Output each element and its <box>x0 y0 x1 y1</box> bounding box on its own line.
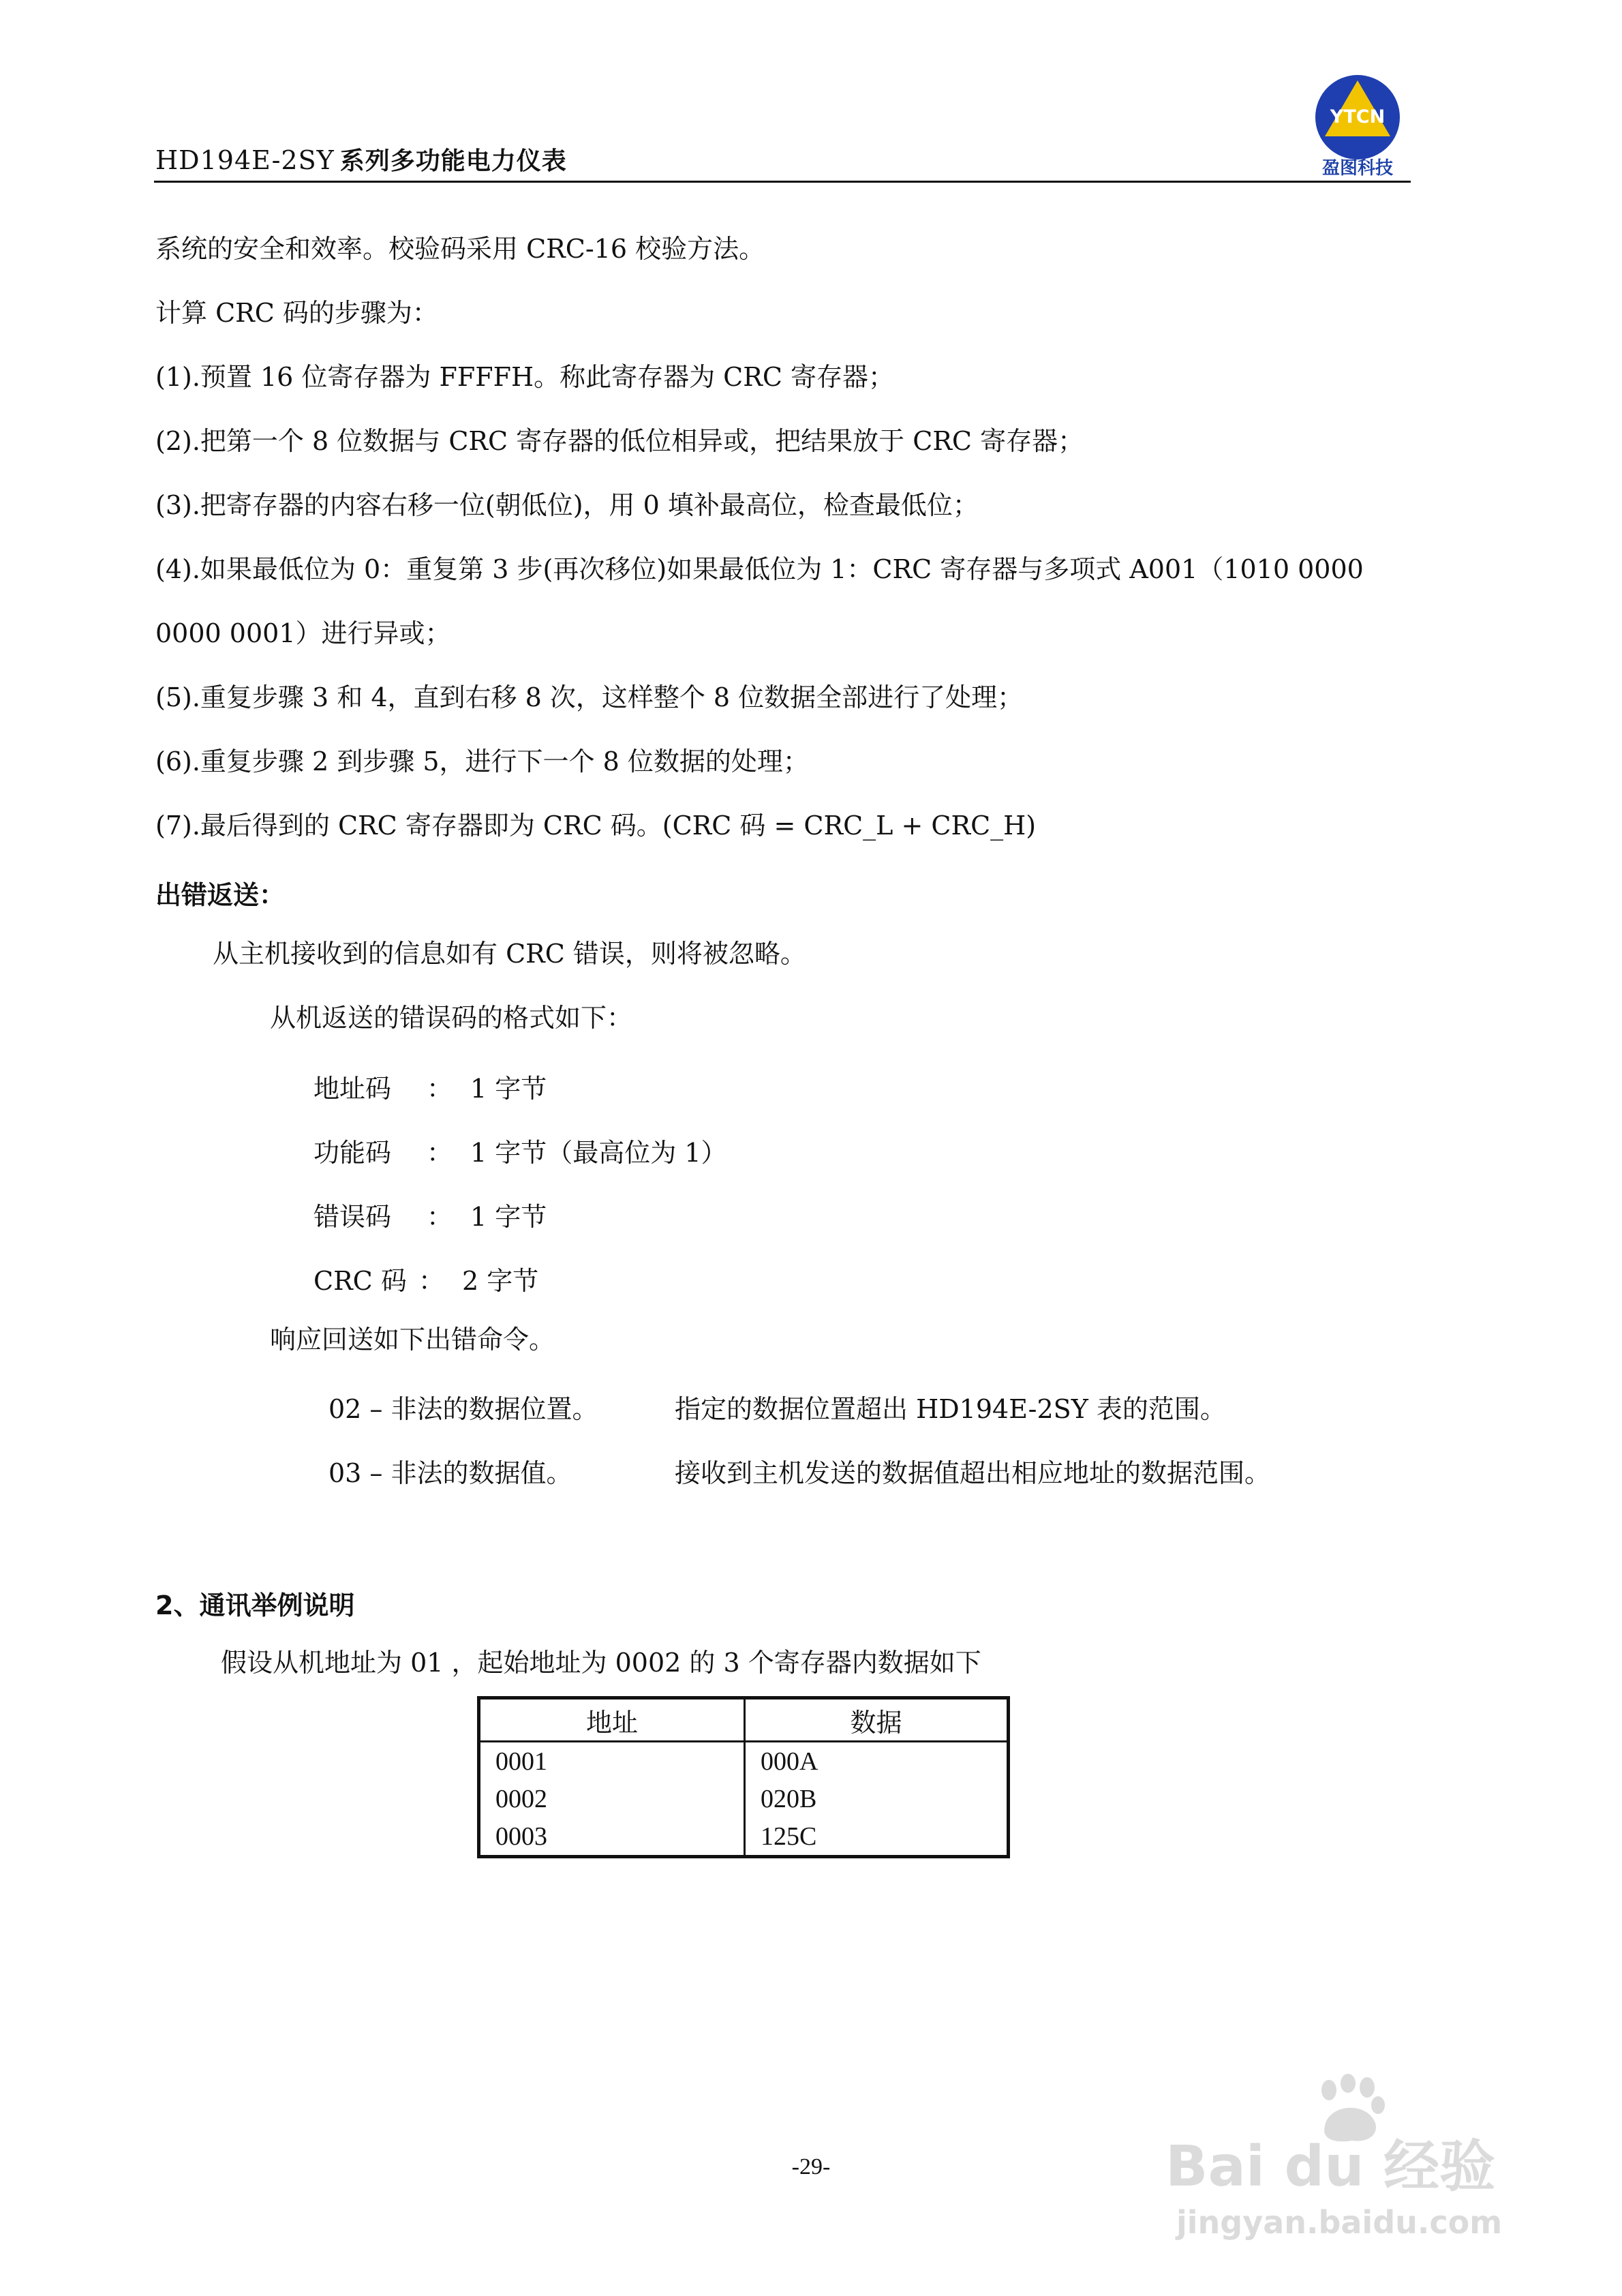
paragraph-line: 计算 CRC 码的步骤为： <box>155 298 438 328</box>
field-colon: ： <box>427 1202 453 1232</box>
error-return-intro: 从主机接收到的信息如有 CRC 错误，则将被忽略。 <box>213 939 806 969</box>
column-header-address: 地址 <box>479 1698 745 1742</box>
field-value: 2 字节 <box>462 1266 539 1296</box>
register-data-table <box>477 1696 1010 1858</box>
table-header-row <box>479 1698 1009 1742</box>
error-code-02: 02 – 非法的数据位置。 <box>328 1394 598 1424</box>
logo-text: YTCN <box>1330 106 1386 127</box>
section-2-intro: 假设从机地址为 01 ，起始地址为 0002 的 3 个寄存器内数据如下 <box>221 1648 981 1678</box>
field-colon: ： <box>427 1074 453 1104</box>
crc-step-3: (3).把寄存器的内容右移一位(朝低位)，用 0 填补最高位，检查最低位； <box>155 490 979 520</box>
address-cell: 0003 <box>479 1817 745 1857</box>
ytcn-logo <box>1314 74 1401 161</box>
crc-step-6: (6).重复步骤 2 到步骤 5，进行下一个 8 位数据的处理； <box>155 746 809 776</box>
watermark-brand: Bai du 经验 <box>1165 2134 1496 2199</box>
crc-step-4-continued: 0000 0001）进行异或； <box>155 618 451 648</box>
data-cell: 000A <box>761 1747 818 1776</box>
response-intro: 响应回送如下出错命令。 <box>270 1325 555 1355</box>
error-code-02-description: 指定的数据位置超出 HD194E-2SY 表的范围。 <box>675 1394 1226 1424</box>
crc-step-2: (2).把第一个 8 位数据与 CRC 寄存器的低位相异或，把结果放于 CRC 寄存器； <box>155 426 1084 456</box>
crc-step-7: (7).最后得到的 CRC 寄存器即为 CRC 码。(CRC 码 = CRC_L + CRC_H) <box>155 811 1037 841</box>
field-value: 1 字节（最高位为 1） <box>470 1138 727 1168</box>
data-cell: 020B <box>761 1784 817 1813</box>
address-cell: 0001 <box>479 1742 745 1781</box>
baidu-jingyan-watermark <box>1159 2072 1540 2250</box>
paragraph-line: 系统的安全和效率。校验码采用 CRC-16 校验方法。 <box>155 234 765 264</box>
table-row <box>479 1742 1009 1781</box>
error-format-intro: 从机返送的错误码的格式如下： <box>270 1003 633 1033</box>
field-value: 1 字节 <box>470 1202 547 1232</box>
field-colon: ： <box>418 1266 445 1296</box>
document-header-title <box>155 142 567 177</box>
logo-caption: 盈图科技 <box>1321 158 1393 179</box>
field-label: 功能码 <box>313 1138 392 1168</box>
crc-step-1: (1).预置 16 位寄存器为 FFFFH。称此寄存器为 CRC 寄存器； <box>155 362 895 392</box>
table-row <box>479 1817 1009 1857</box>
error-code-03: 03 – 非法的数据值。 <box>328 1458 572 1488</box>
data-cell: 125C <box>761 1822 817 1851</box>
watermark-url: jingyan.baidu.com <box>1176 2204 1503 2241</box>
field-value: 1 字节 <box>470 1074 547 1104</box>
header-divider <box>154 181 1411 183</box>
series-title: 系列多功能电力仪表 <box>339 147 567 175</box>
crc-step-4: (4).如果最低位为 0：重复第 3 步(再次移位)如果最低位为 1：CRC 寄存器与多项式 A001（1010 0000 <box>155 554 1364 584</box>
table-row <box>479 1780 1009 1817</box>
error-return-heading: 出错返送： <box>155 880 286 910</box>
section-2-heading: 2、通讯举例说明 <box>155 1590 355 1620</box>
field-colon: ： <box>427 1138 453 1168</box>
page-number: -29- <box>791 2154 831 2179</box>
field-label: CRC 码 <box>313 1266 407 1296</box>
field-label: 错误码 <box>313 1202 392 1232</box>
column-header-data: 数据 <box>745 1698 1009 1742</box>
field-label: 地址码 <box>313 1074 392 1104</box>
model-name: HD194E-2SY <box>155 145 335 175</box>
error-code-03-description: 接收到主机发送的数据值超出相应地址的数据范围。 <box>675 1458 1271 1488</box>
address-cell: 0002 <box>479 1780 745 1817</box>
crc-step-5: (5).重复步骤 3 和 4，直到右移 8 次，这样整个 8 位数据全部进行了处理； <box>155 682 1024 712</box>
